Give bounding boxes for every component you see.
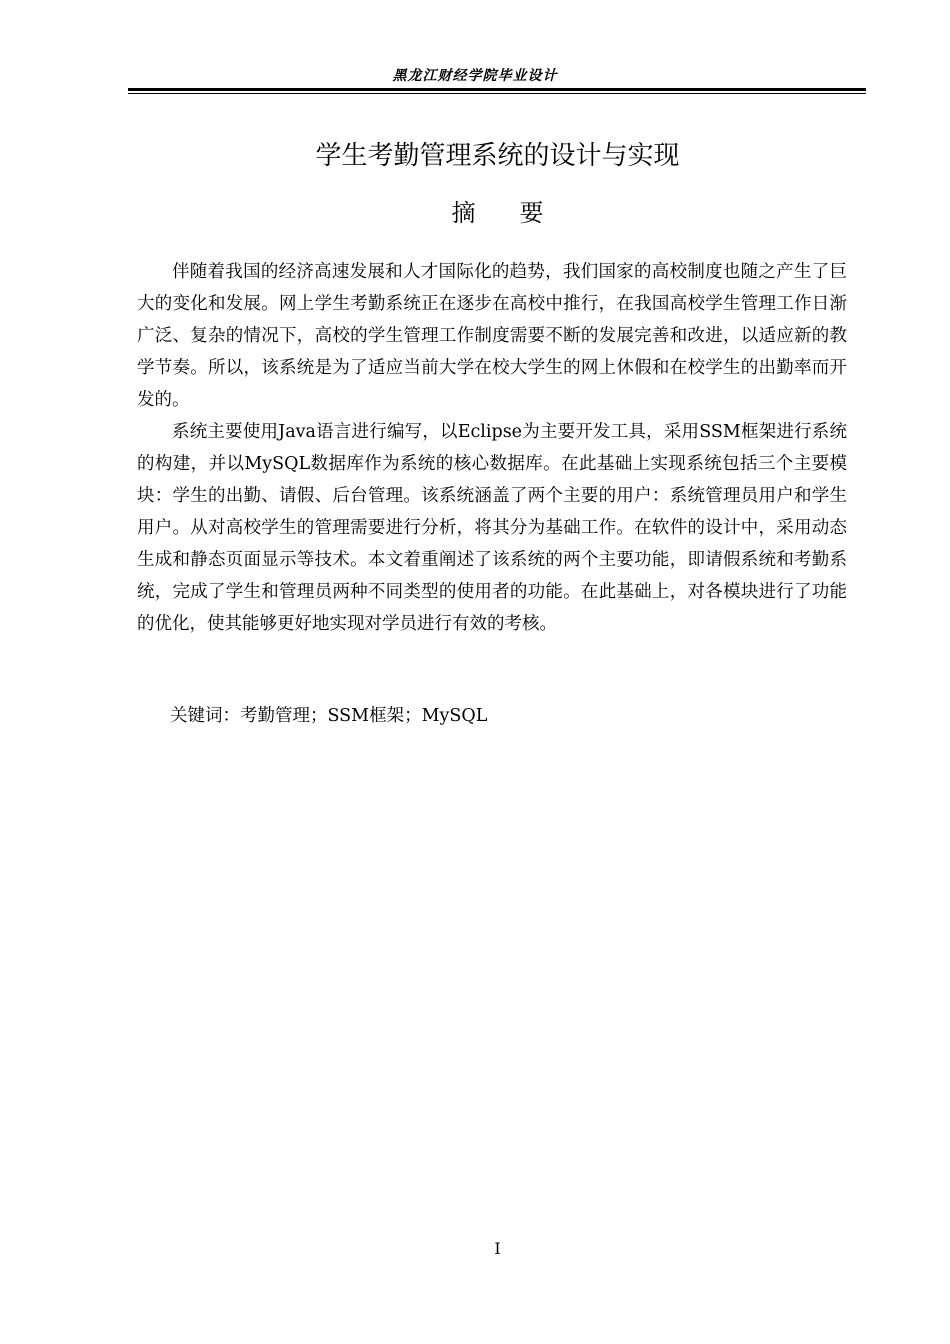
abstract-heading: 摘要 [451, 199, 588, 227]
abstract-paragraph-1: 伴随着我国的经济高速发展和人才国际化的趋势，我们国家的高校制度也随之产生了巨大的变化和发展。网上学生考勤系统正在逐步在高校中推行，在我国高校学生管理工作日渐广泛、复杂的情况下，高校的学生管理工作制度需要不断的发展完善和改进，以适应新的教学节奏。所以，该系统是为了适应当前大学在校大学生的网上休假和在校学生的出勤率而开发的。 [137, 262, 847, 410]
page-number: I [494, 1239, 501, 1258]
header-divider-thin [128, 93, 866, 94]
abstract-paragraph-2: 系统主要使用Java语言进行编写，以Eclipse为主要开发工具，采用SSM框架进行系统的构建，并以MySQL数据库作为系统的核心数据库。在此基础上实现系统包括三个主要模块：学生的出勤、请假、后台管理。该系统涵盖了两个主要的用户：系统管理员用户和学生用户。从对高校学生的管理需要进行分析，将其分为基础工作。在软件的设计中，采用动态生成和静态页面显示等技术。本文着重阐述了该系统的两个主要功能，即请假系统和考勤系统，完成了学生和管理员两种不同类型的使用者的功能。在此基础上，对各模块进行了功能的优化，使其能够更好地实现对学员进行有效的考核。 [137, 422, 847, 634]
keywords-line [170, 700, 487, 732]
document-title: 学生考勤管理系统的设计与实现 [315, 141, 680, 171]
page-header: 黑龙江财经学院毕业设计 [392, 68, 558, 84]
keywords-label: 关键词： [170, 706, 240, 726]
keywords-value: 考勤管理；SSM框架；MySQL [240, 706, 488, 726]
header-divider-thick [128, 88, 866, 91]
abstract-body [137, 256, 847, 640]
